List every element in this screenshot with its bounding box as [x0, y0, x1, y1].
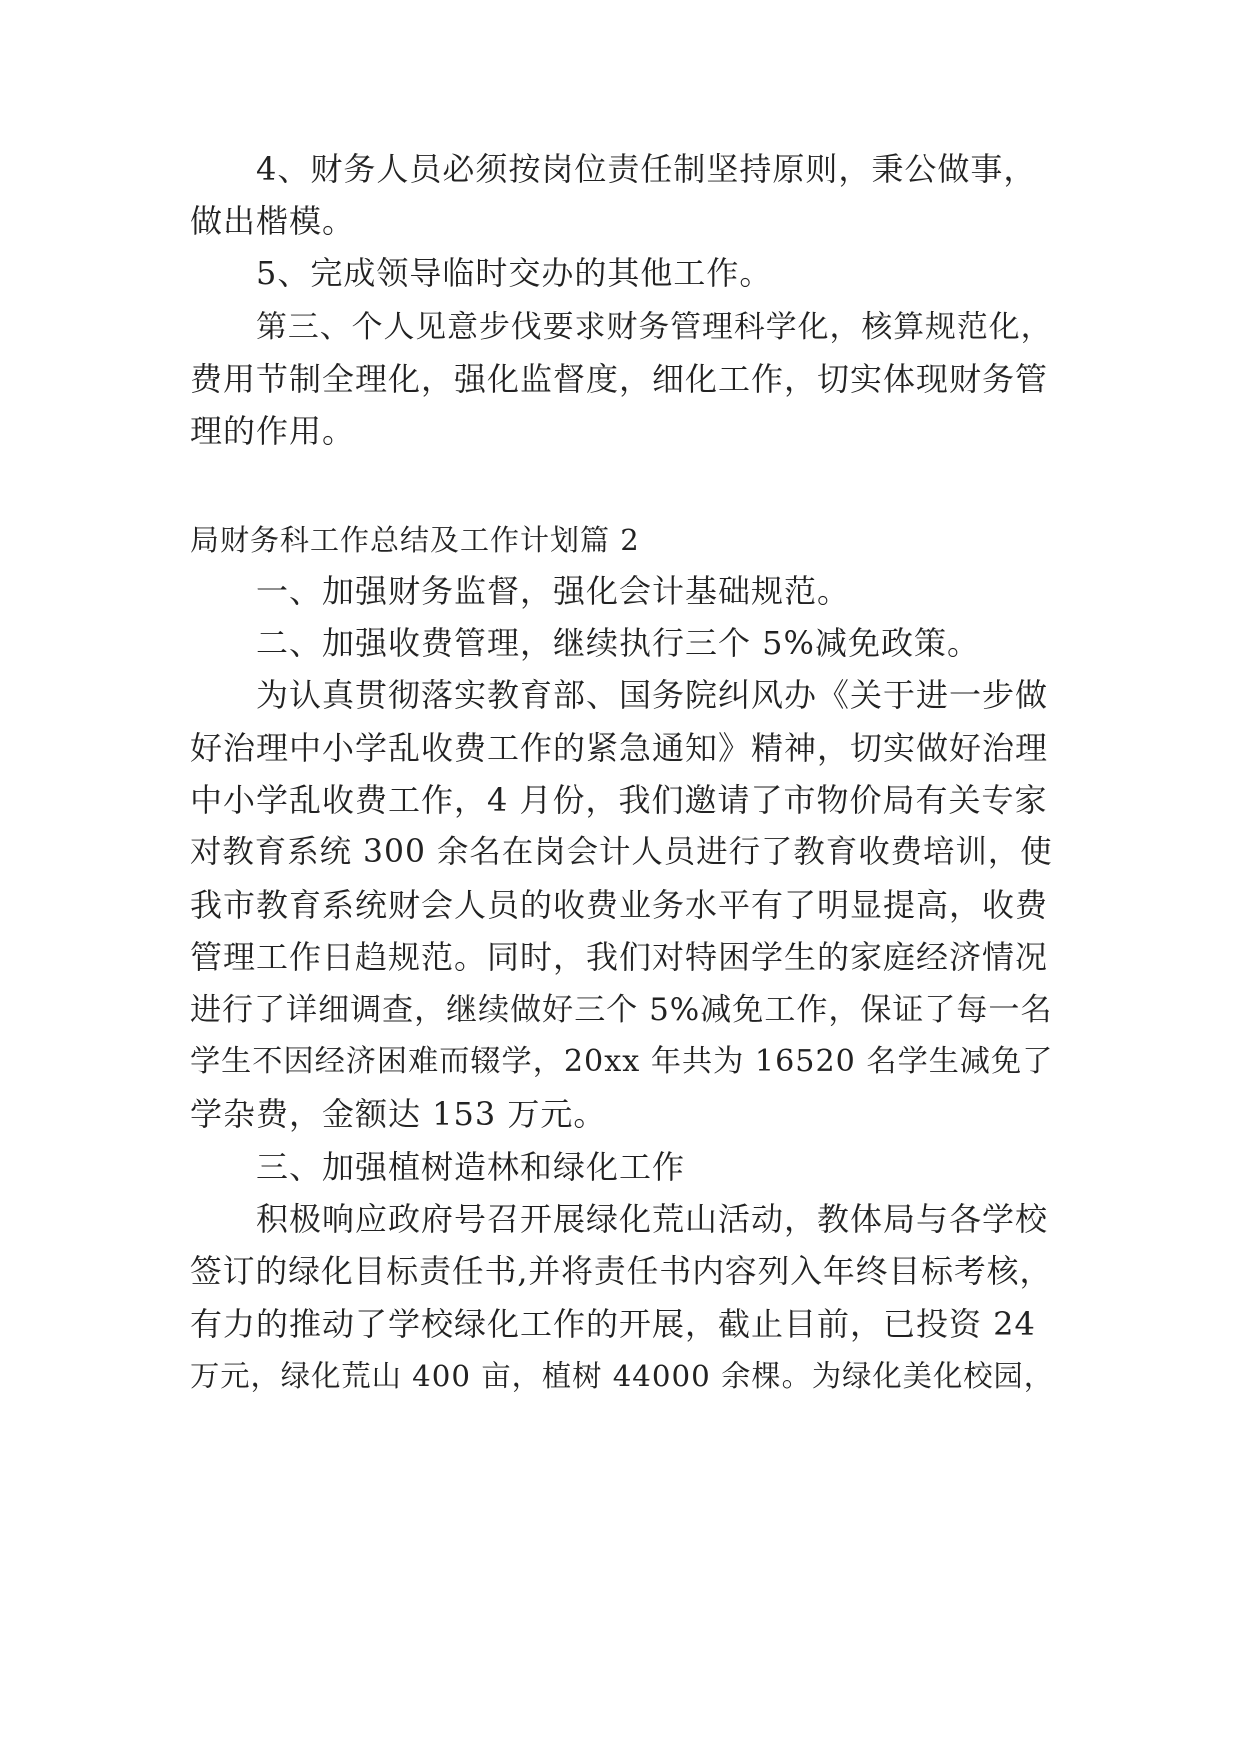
paragraph-line: 我市教育系统财会人员的收费业务水平有了明显提高，收费 [190, 886, 1049, 924]
paragraph-line: 好治理中小学乱收费工作的紧急通知》精神，切实做好治理 [190, 729, 1049, 767]
paragraph-line: 中小学乱收费工作，4 月份，我们邀请了市物价局有关专家 [190, 781, 1048, 819]
paragraph-line: 为认真贯彻落实教育部、国务院纠风办《关于进一步做 [256, 676, 1049, 714]
paragraph-2-line: 积极响应政府号召开展绿化荒山活动，教体局与各学校 [256, 1200, 1049, 1238]
paragraph-line: 对教育系统 300 余名在岗会计人员进行了教育收费培训，使 [190, 834, 1053, 870]
paragraph-line: 学杂费，金额达 153 万元。 [190, 1095, 607, 1133]
paragraph-2-line: 签订的绿化目标责任书,并将责任书内容列入年终目标考核， [190, 1254, 1053, 1290]
item-5: 5、完成领导临时交办的其他工作。 [256, 254, 773, 292]
paragraph-line: 进行了详细调查，继续做好三个 5%减免工作，保证了每一名 [190, 992, 1053, 1028]
point-3: 三、加强植树造林和绿化工作 [256, 1148, 686, 1186]
paragraph-2-line: 万元，绿化荒山 400 亩，植树 44000 余棵。为绿化美化校园， [190, 1359, 1055, 1393]
paragraph-line: 学生不因经济困难而辍学，20xx 年共为 16520 名学生减免了 [190, 1044, 1054, 1079]
point-1: 一、加强财务监督，强化会计基础规范。 [256, 572, 851, 610]
section-heading: 局财务科工作总结及工作计划篇 2 [190, 523, 640, 557]
para-3-line-1: 第三、个人见意步伐要求财务管理科学化，核算规范化， [256, 309, 1053, 345]
point-2: 二、加强收费管理，继续执行三个 5%减免政策。 [256, 624, 980, 662]
item-4-line-2: 做出楷模。 [190, 202, 356, 240]
para-3-line-3: 理的作用。 [190, 412, 356, 450]
paragraph-line: 管理工作日趋规范。同时，我们对特困学生的家庭经济情况 [190, 938, 1049, 976]
paragraph-2-line: 有力的推动了学校绿化工作的开展，截止目前，已投资 24 [190, 1305, 1036, 1343]
item-4-line-1: 4、财务人员必须按岗位责任制坚持原则，秉公做事， [256, 150, 1037, 188]
para-3-line-2: 费用节制全理化，强化监督度，细化工作，切实体现财务管 [190, 360, 1049, 398]
